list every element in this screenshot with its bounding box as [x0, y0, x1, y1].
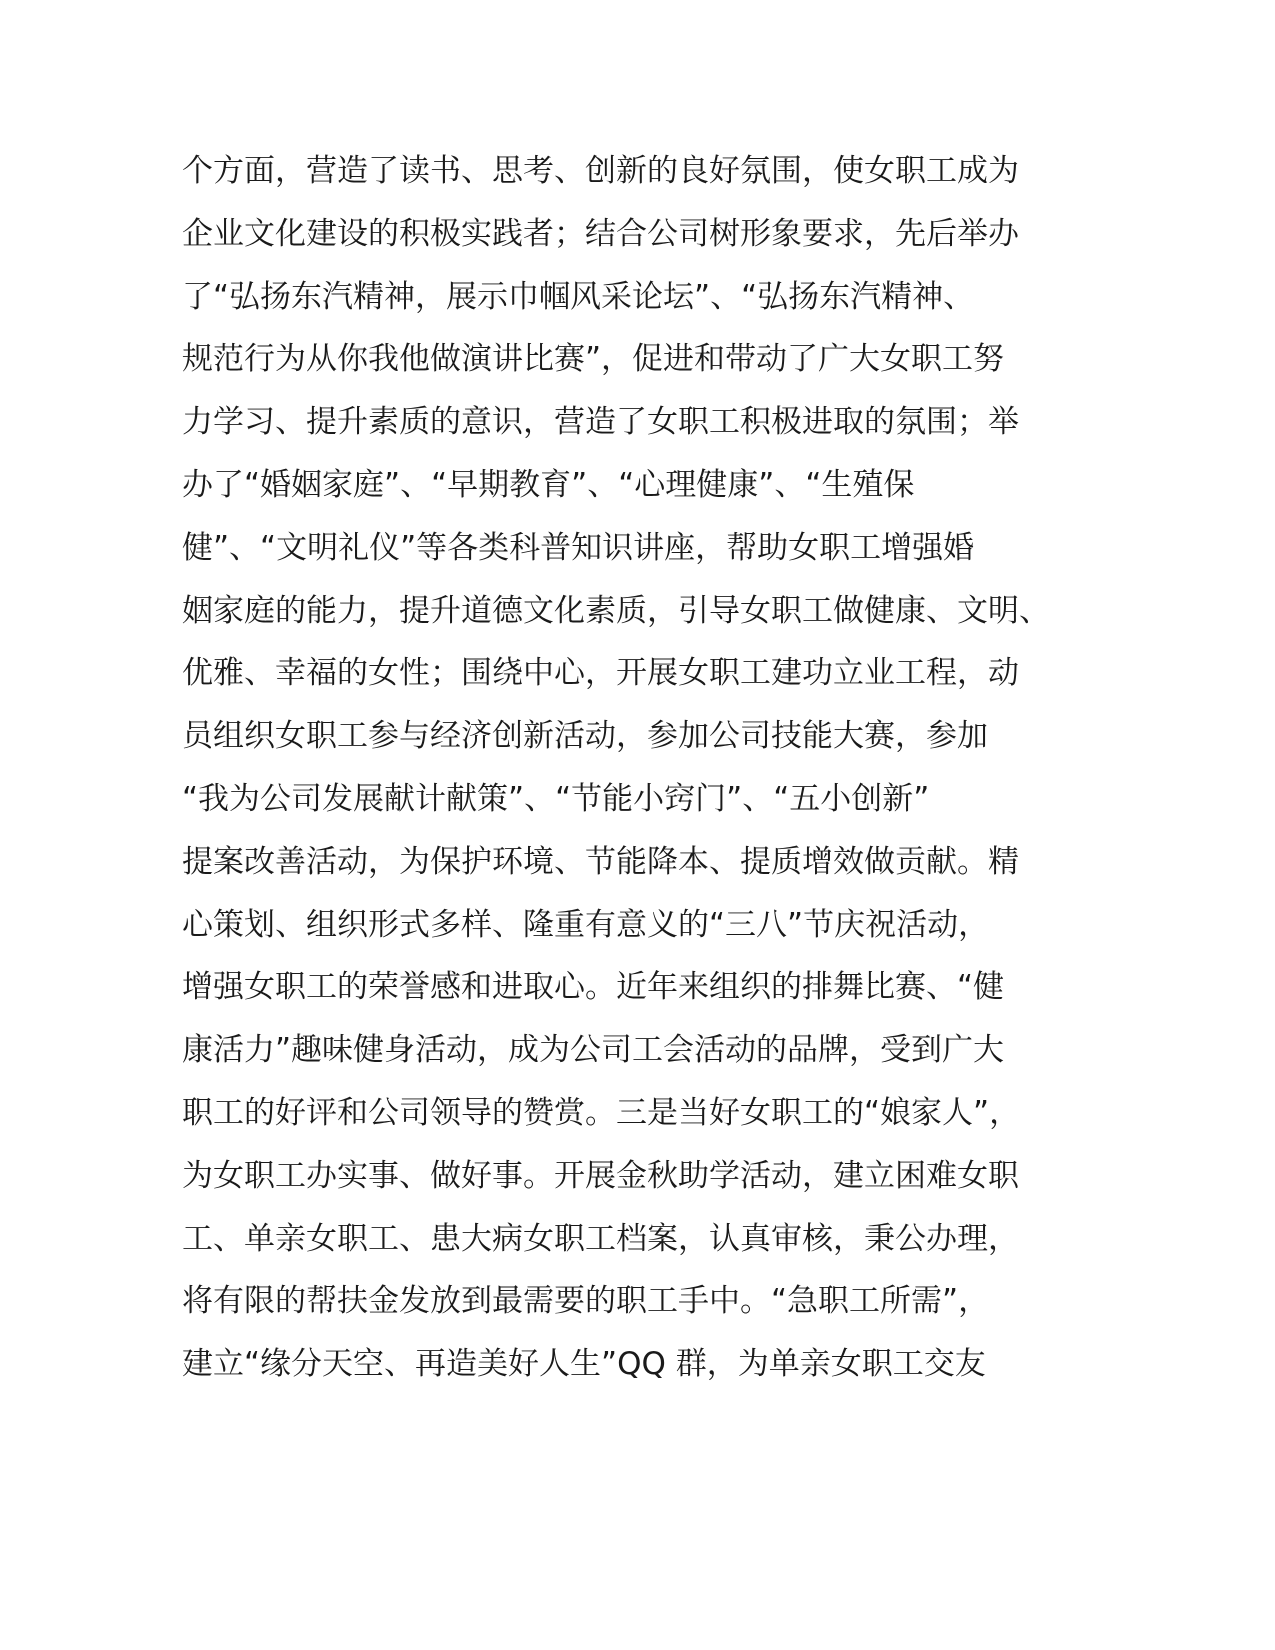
- text-line: 员组织女职工参与经济创新活动，参加公司技能大赛，参加: [182, 718, 988, 755]
- text-line: 健”、“文明礼仪”等各类科普知识讲座，帮助女职工增强婚: [182, 529, 975, 566]
- text-line: 企业文化建设的积极实践者；结合公司树形象要求，先后举办: [182, 215, 1019, 252]
- text-line: “我为公司发展献计献策”、“节能小窍门”、“五小创新”: [182, 780, 930, 817]
- text-line: 优雅、幸福的女性；围绕中心，开展女职工建功立业工程，动: [182, 655, 1019, 692]
- text-line: 规范行为从你我他做演讲比赛”，促进和带动了广大女职工努: [182, 341, 1005, 378]
- text-line: 心策划、组织形式多样、隆重有意义的“三八”节庆祝活动，: [182, 906, 990, 943]
- text-line: 康活力”趣味健身活动，成为公司工会活动的品牌，受到广大: [182, 1032, 1005, 1069]
- text-line: 建立“缘分天空、再造美好人生”QQ 群，为单亲女职工交友: [182, 1346, 986, 1383]
- text-line: 办了“婚姻家庭”、“早期教育”、“心理健康”、“生殖保: [182, 466, 915, 503]
- text-line: 职工的好评和公司领导的赞赏。三是当好女职工的“娘家人”，: [182, 1094, 1021, 1131]
- text-line: 提案改善活动，为保护环境、节能降本、提质增效做贡献。精: [182, 843, 1019, 880]
- text-line: 将有限的帮扶金发放到最需要的职工手中。“急职工所需”，: [182, 1283, 990, 1320]
- text-line: 增强女职工的荣誉感和进取心。近年来组织的排舞比赛、“健: [182, 969, 1005, 1006]
- text-line: 为女职工办实事、做好事。开展金秋助学活动，建立困难女职: [182, 1157, 1019, 1194]
- text-line: 了“弘扬东汽精神，展示巾帼风采论坛”、“弘扬东汽精神、: [182, 278, 975, 315]
- text-line: 个方面，营造了读书、思考、创新的良好氛围，使女职工成为: [182, 153, 1019, 189]
- text-line: 姻家庭的能力，提升道德文化素质，引导女职工做健康、文明、: [182, 592, 1050, 629]
- text-line: 工、单亲女职工、患大病女职工档案，认真审核，秉公办理，: [182, 1220, 1019, 1257]
- body-text: [182, 140, 1082, 1396]
- text-line: 力学习、提升素质的意识，营造了女职工积极进取的氛围；举: [182, 404, 1019, 441]
